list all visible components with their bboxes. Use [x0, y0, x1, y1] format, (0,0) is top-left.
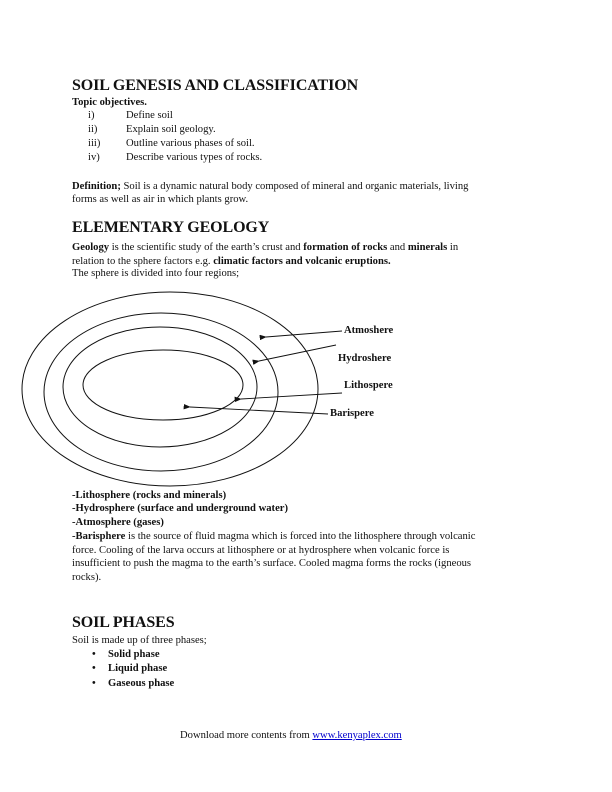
objective-number: iv) [88, 152, 100, 163]
arrow-atmosphere [266, 331, 342, 337]
label-atmosphere: Atmoshere [344, 325, 394, 336]
objective-number: iii) [88, 138, 101, 149]
text: in [447, 242, 459, 253]
bullet-icon: • [92, 678, 96, 689]
text: is the scientific study of the earth’s crust and [109, 242, 304, 253]
page-title: SOIL GENESIS AND CLASSIFICATION [72, 77, 359, 94]
barisphere-line-4: rocks). [72, 572, 102, 583]
barisphere-term: -Barisphere [72, 531, 126, 542]
phases-heading: SOIL PHASES [72, 614, 175, 631]
bullet-icon: • [92, 663, 96, 674]
text: and [387, 242, 408, 253]
emphasis: climatic factors and volcanic eruptions. [213, 256, 391, 267]
label-lithosphere: Lithospere [344, 380, 393, 391]
objectives-heading: Topic objectives. [72, 97, 147, 108]
outer-ring-atmosphere [22, 292, 318, 486]
definition-line-2: forms as well as air in which plants grow. [72, 194, 249, 205]
footer-text: Download more contents from [180, 730, 313, 741]
phase-label: Gaseous phase [108, 678, 175, 689]
barisphere-line-2: force. Cooling of the larva occurs at lithosphere or at hydrosphere when volcanic force is [72, 545, 450, 556]
phases-intro: Soil is made up of three phases; [72, 635, 207, 646]
barisphere-line-3: insufficient to push the magma to the earth’s surface. Cooled magma forms the rocks (igneous [72, 558, 472, 569]
barisphere-line-1 [72, 531, 475, 543]
objective-text: Outline various phases of soil. [126, 138, 255, 149]
text: relation to the sphere factors e.g. [72, 256, 214, 267]
phase-label: Solid phase [108, 649, 160, 660]
phase-item [92, 649, 160, 660]
bullet-icon: • [92, 649, 96, 660]
definition-label: Definition; [72, 181, 121, 192]
phase-item [92, 663, 167, 674]
ring-lithosphere [63, 327, 257, 447]
phase-label: Liquid phase [108, 663, 168, 674]
geology-heading: ELEMENTARY GEOLOGY [72, 219, 270, 236]
arrow-hydrosphere [259, 345, 336, 361]
emphasis: formation of rocks [303, 242, 388, 253]
objective-number: ii) [88, 124, 98, 135]
objective-number: i) [88, 110, 95, 121]
geology-line-3: The sphere is divided into four regions; [72, 268, 240, 279]
core-barisphere [83, 350, 243, 420]
emphasis: minerals [407, 242, 448, 253]
objective-text: Describe various types of rocks. [126, 152, 263, 163]
text: is the source of fluid magma which is forced into the lithosphere through volcanic [125, 531, 476, 542]
label-hydrosphere: Hydroshere [338, 353, 392, 364]
label-barisphere: Barispere [330, 408, 374, 419]
objective-text: Explain soil geology. [126, 124, 216, 135]
definition-text: Soil is a dynamic natural body composed of mineral and organic materials, living [120, 181, 469, 192]
phase-item [92, 678, 174, 689]
objective-text: Define soil [126, 110, 173, 121]
atmosphere-desc: -Atmosphere (gases) [72, 517, 164, 528]
footer [180, 730, 402, 742]
kenyaplex-link[interactable]: www.kenyaplex.com [312, 730, 402, 741]
geology-term: Geology [72, 242, 110, 253]
hydrosphere-desc: -Hydrosphere (surface and underground water) [72, 503, 288, 514]
lithosphere-desc: -Lithosphere (rocks and minerals) [72, 490, 227, 501]
